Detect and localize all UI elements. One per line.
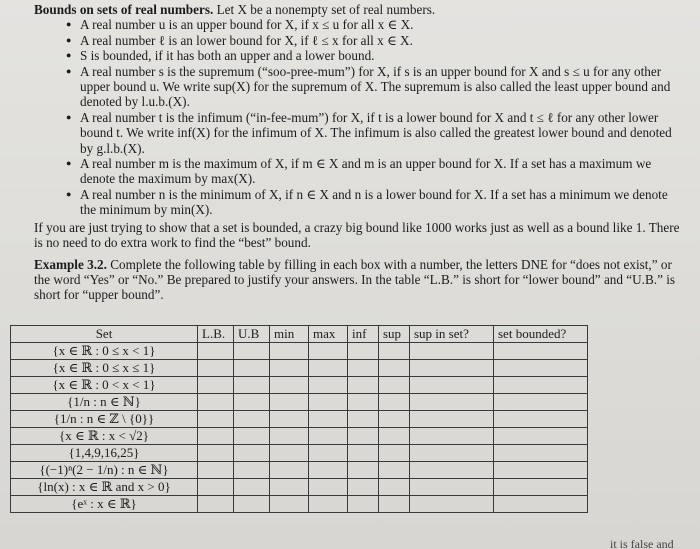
answer-cell[interactable] <box>270 394 309 411</box>
set-cell: {x ∈ ℝ : x < √2} <box>11 428 198 445</box>
answer-cell[interactable] <box>309 377 348 394</box>
answer-cell[interactable] <box>410 360 494 377</box>
definition-infimum: ● A real number t is the infimum (“in-fee-mum”) for X, if t is a lower bound for X and t ≤ ℓ for any other lower bound t. We write inf(X) for the infimum of X. The infimum is also called the greatest lower bound and denoted by g.l.b.(X). <box>80 110 686 156</box>
answer-cell[interactable] <box>270 496 309 513</box>
header-lb: L.B. <box>198 326 234 343</box>
answer-cell[interactable] <box>234 428 270 445</box>
answer-cell[interactable] <box>309 343 348 360</box>
definition-maximum: ● A real number m is the maximum of X, if m ∈ X and m is an upper bound for X. If a set has a maximum we denote the maximum by max(X). <box>80 156 686 187</box>
answer-cell[interactable] <box>309 428 348 445</box>
answer-cell[interactable] <box>494 462 588 479</box>
answer-cell[interactable] <box>410 428 494 445</box>
set-cell: {1/n : n ∈ ℤ \ {0}} <box>11 411 198 428</box>
answer-cell[interactable] <box>494 428 588 445</box>
answer-cell[interactable] <box>270 428 309 445</box>
answer-cell[interactable] <box>494 496 588 513</box>
cutoff-text: it is false and <box>610 537 674 549</box>
answer-cell[interactable] <box>234 377 270 394</box>
header-sup: sup <box>379 326 410 343</box>
answer-cell[interactable] <box>270 343 309 360</box>
answer-cell[interactable] <box>494 360 588 377</box>
definition-minimum: ● A real number n is the minimum of X, if n ∈ X and n is a lower bound for X. If a set has a minimum we denote the minimum by min(X). <box>80 187 686 218</box>
bounds-intro-paragraph <box>34 2 686 17</box>
answer-cell[interactable] <box>410 377 494 394</box>
answer-cell[interactable] <box>348 411 379 428</box>
answer-cell[interactable] <box>198 411 234 428</box>
answer-cell[interactable] <box>379 479 410 496</box>
answer-cell[interactable] <box>270 445 309 462</box>
answer-cell[interactable] <box>234 445 270 462</box>
answer-cell[interactable] <box>270 411 309 428</box>
definition-supremum: ● A real number s is the supremum (“soo-pree-mum”) for X, if s is an upper bound for X and s ≤ u for any other upper bound u. We write sup(X) for the supremum of X. The supremum is also called the least upper bound and denoted by l.u.b.(X). <box>80 64 686 110</box>
table-row <box>11 411 588 428</box>
answer-cell[interactable] <box>348 343 379 360</box>
table-row <box>11 360 588 377</box>
answer-cell[interactable] <box>198 496 234 513</box>
bounds-heading: Bounds on sets of real numbers. <box>34 2 214 17</box>
answer-cell[interactable] <box>348 479 379 496</box>
answer-cell[interactable] <box>234 411 270 428</box>
table-row <box>11 496 588 513</box>
table-row <box>11 479 588 496</box>
set-cell: {x ∈ ℝ : 0 ≤ x < 1} <box>11 343 198 360</box>
set-cell: {eˣ : x ∈ ℝ} <box>11 496 198 513</box>
set-cell: {ln(x) : x ∈ ℝ and x > 0} <box>11 479 198 496</box>
table-row <box>11 343 588 360</box>
answer-cell[interactable] <box>198 394 234 411</box>
set-cell: {1/n : n ∈ ℕ} <box>11 394 198 411</box>
answer-cell[interactable] <box>348 496 379 513</box>
answer-cell[interactable] <box>270 377 309 394</box>
header-sup-in-set: sup in set? <box>410 326 494 343</box>
answer-cell[interactable] <box>348 428 379 445</box>
answer-cell[interactable] <box>234 343 270 360</box>
answer-cell[interactable] <box>309 445 348 462</box>
definitions-list <box>34 17 686 217</box>
answer-cell[interactable] <box>494 377 588 394</box>
answer-cell[interactable] <box>379 462 410 479</box>
answer-cell[interactable] <box>494 479 588 496</box>
answer-cell[interactable] <box>379 360 410 377</box>
table-row <box>11 394 588 411</box>
answer-cell[interactable] <box>198 377 234 394</box>
answer-cell[interactable] <box>198 462 234 479</box>
answer-cell[interactable] <box>379 445 410 462</box>
answer-cell[interactable] <box>198 428 234 445</box>
answer-cell[interactable] <box>234 394 270 411</box>
answer-cell[interactable] <box>379 394 410 411</box>
header-min: min <box>270 326 309 343</box>
header-ub: U.B <box>234 326 270 343</box>
table-header-row <box>11 326 588 343</box>
table-row <box>11 377 588 394</box>
answer-cell[interactable] <box>410 496 494 513</box>
answer-cell[interactable] <box>379 428 410 445</box>
answer-cell[interactable] <box>494 394 588 411</box>
answer-cell[interactable] <box>410 394 494 411</box>
answer-cell[interactable] <box>379 411 410 428</box>
header-set-bounded: set bounded? <box>494 326 588 343</box>
answer-cell[interactable] <box>494 411 588 428</box>
bounds-intro-text: Let X be a nonempty set of real numbers. <box>216 2 436 17</box>
answer-cell[interactable] <box>494 445 588 462</box>
answer-cell[interactable] <box>410 462 494 479</box>
answer-cell[interactable] <box>270 360 309 377</box>
answer-cell[interactable] <box>410 479 494 496</box>
answer-cell[interactable] <box>348 377 379 394</box>
answer-cell[interactable] <box>379 343 410 360</box>
example-text: Complete the following table by filling in each box with a number, the letters DNE for “does not exist,” or the word “Yes” or “No.” Be prepared to justify your answers. In the table “L.B.” is short for “lower bound” and “U.B.” is short for “upper bound”. <box>34 256 676 303</box>
answer-cell[interactable] <box>348 394 379 411</box>
table-row <box>11 462 588 479</box>
table-row <box>11 445 588 462</box>
bounds-note: If you are just trying to show that a set is bounded, a crazy big bound like 1000 works just as well as a bound like 1. There is no need to do extra work to find the “best” bound. <box>34 219 680 251</box>
answer-cell[interactable] <box>309 360 348 377</box>
answer-cell[interactable] <box>198 360 234 377</box>
example-paragraph <box>34 257 686 303</box>
answer-cell[interactable] <box>309 479 348 496</box>
answer-cell[interactable] <box>309 462 348 479</box>
answer-cell[interactable] <box>379 377 410 394</box>
definition-upper-bound: ● A real number u is an upper bound for X, if x ≤ u for all x ∈ X. <box>80 17 686 32</box>
header-set: Set <box>11 326 198 343</box>
bounds-table <box>10 325 588 513</box>
answer-cell[interactable] <box>410 343 494 360</box>
set-cell: {x ∈ ℝ : 0 < x < 1} <box>11 377 198 394</box>
answer-cell[interactable] <box>410 411 494 428</box>
set-cell: {x ∈ ℝ : 0 ≤ x ≤ 1} <box>11 360 198 377</box>
definition-lower-bound: ● A real number ℓ is an lower bound for X, if ℓ ≤ x for all x ∈ X. <box>80 33 686 48</box>
set-cell: {1,4,9,16,25} <box>11 445 198 462</box>
answer-cell[interactable] <box>234 496 270 513</box>
answer-cell[interactable] <box>234 360 270 377</box>
answer-cell[interactable] <box>410 445 494 462</box>
answer-cell[interactable] <box>198 479 234 496</box>
page-content <box>34 2 686 303</box>
definition-bounded: ● S is bounded, if it has both an upper and a lower bound. <box>80 48 686 63</box>
answer-cell[interactable] <box>494 343 588 360</box>
answer-cell[interactable] <box>234 462 270 479</box>
example-heading: Example 3.2. <box>34 256 107 272</box>
answer-cell[interactable] <box>379 496 410 513</box>
answer-cell[interactable] <box>270 479 309 496</box>
answer-cell[interactable] <box>270 462 309 479</box>
answer-cell[interactable] <box>198 343 234 360</box>
answer-cell[interactable] <box>309 411 348 428</box>
table-row <box>11 428 588 445</box>
answer-cell[interactable] <box>348 462 379 479</box>
set-cell: {(−1)ⁿ(2 − 1/n) : n ∈ ℕ} <box>11 462 198 479</box>
answer-cell[interactable] <box>309 394 348 411</box>
header-max: max <box>309 326 348 343</box>
answer-cell[interactable] <box>234 479 270 496</box>
header-inf: inf <box>348 326 379 343</box>
answer-cell[interactable] <box>348 360 379 377</box>
answer-cell[interactable] <box>198 445 234 462</box>
answer-cell[interactable] <box>309 496 348 513</box>
answer-cell[interactable] <box>348 445 379 462</box>
